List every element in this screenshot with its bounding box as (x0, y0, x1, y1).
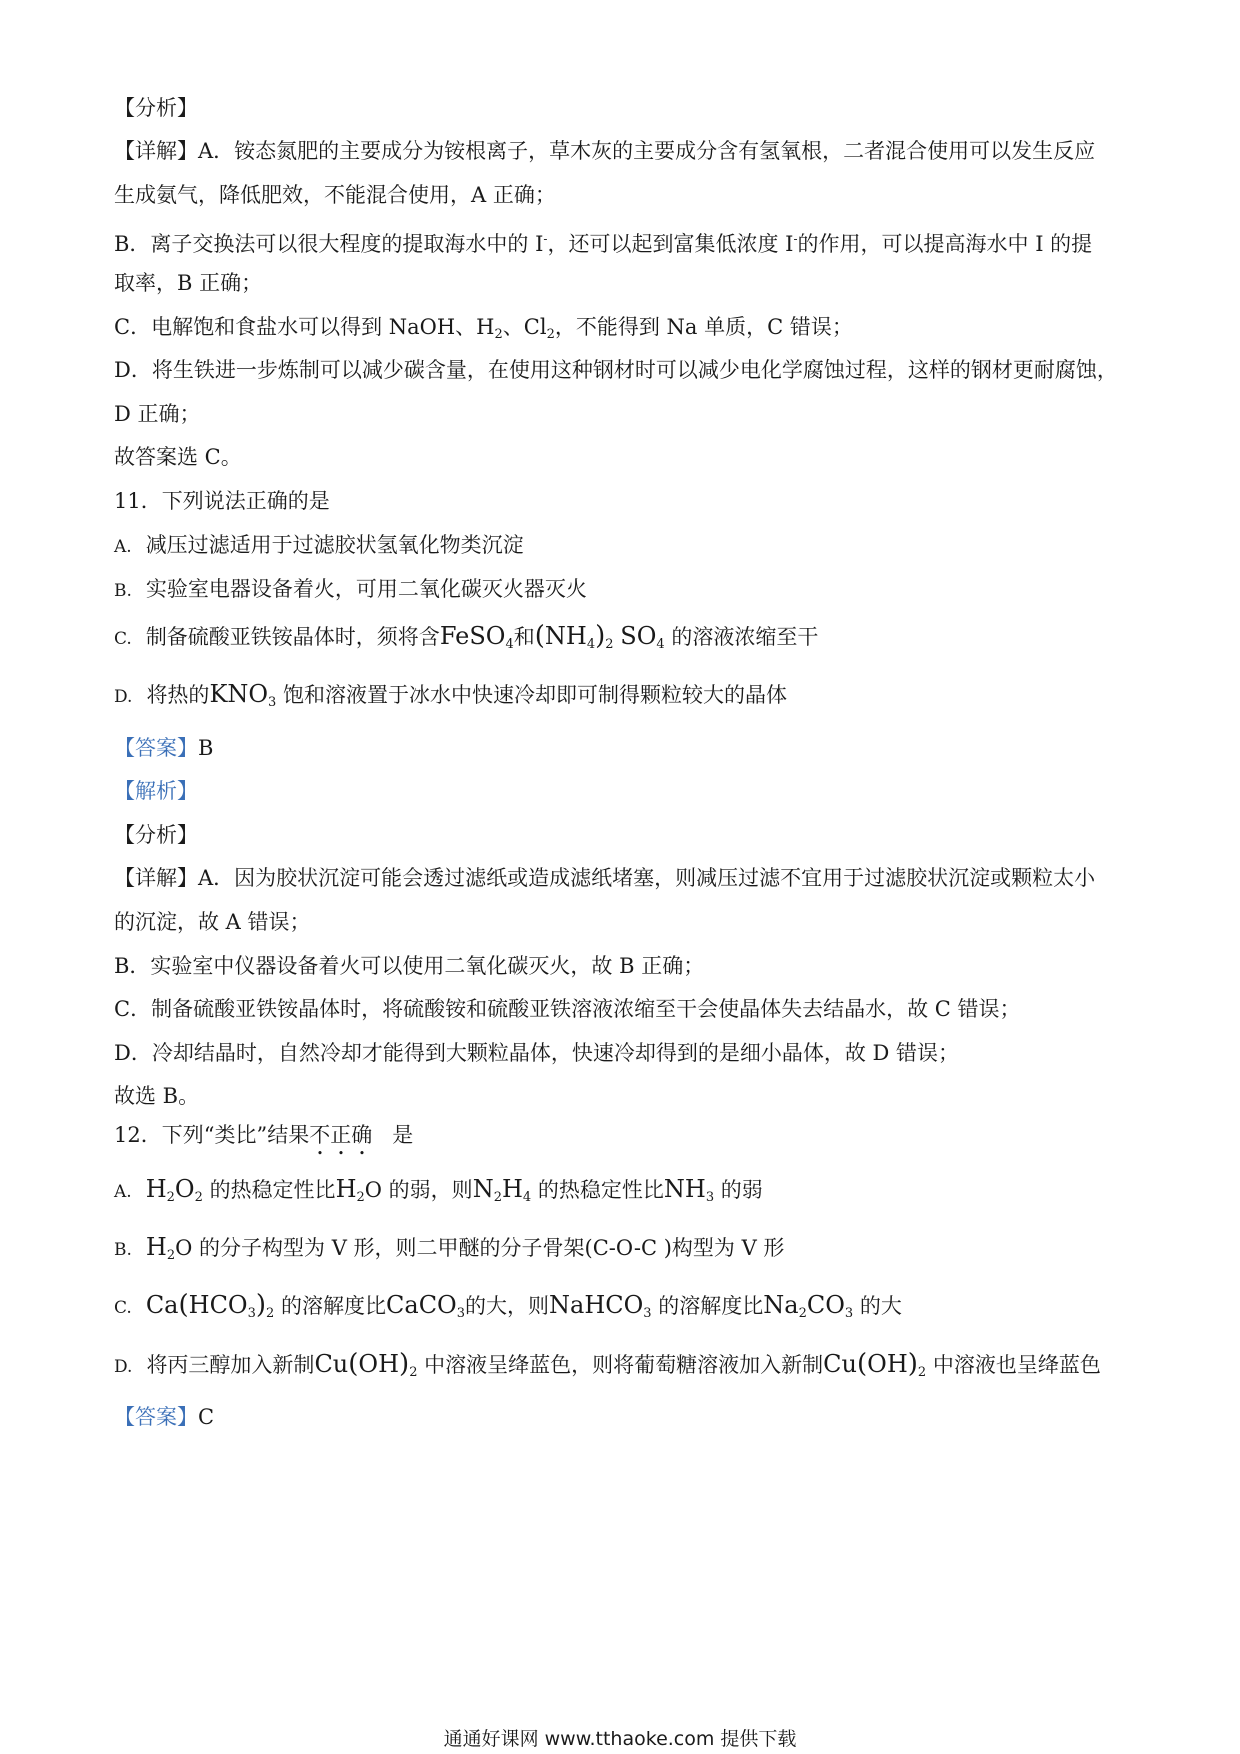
q11-option-d: D. 将热的$KNO_3$ 饱和溶液置于冰水中快速冷却即可制得颗粒较大的晶体 (114, 680, 788, 710)
detail-a-line1: 【详解】A．铵态氮肥的主要成分为铵根离子，草木灰的主要成分含有氢氧根，二者混合使用可以发生反应 (114, 139, 1096, 163)
q11-analysis-heading: 【分析】 (114, 823, 198, 847)
q12-option-d: D. 将丙三醇加入新制$Cu(OH)_2$ 中溶液呈绛蓝色，则将葡萄糖溶液加入新制$Cu(OH)_2$ 中溶液也呈绛蓝色 (114, 1349, 1101, 1380)
detail-b-line1: B．离子交换法可以很大程度的提取海水中的 I-，还可以起到富集低浓度 I-的作用，可以提高海水中 I 的提 (114, 232, 1093, 256)
q12-option-c: C. $Ca(HCO_3)_2$ 的溶解度比CaCO$_3$的大，则NaHCO$_3$ 的溶解度比$Na_2CO_3$ 的大 (114, 1290, 902, 1321)
q12-answer: 【答案】C (114, 1405, 215, 1429)
q11-conclusion: 故选 B。 (114, 1084, 200, 1108)
q11-option-c: C. 制备硫酸亚铁铵晶体时，须将含FeSO$_4$和$(NH_4)_2$ $SO_4$ 的溶液浓缩至干 (114, 621, 819, 652)
q11-option-b: B. 实验室电器设备着火，可用二氧化碳灭火器灭火 (114, 577, 587, 601)
detail-c-line: C．电解饱和食盐水可以得到 NaOH、$H_2$、$Cl_2$，不能得到 Na 单质，C 错误； (114, 315, 853, 342)
q11-explanation-heading: 【解析】 (114, 779, 198, 803)
q11-option-a: A. 减压过滤适用于过滤胶状氢氧化物类沉淀 (114, 533, 524, 557)
detail-a-line2: 生成氨气，降低肥效，不能混合使用，A 正确； (114, 183, 556, 207)
q11-detail-a-line2: 的沉淀，故 A 错误； (114, 910, 311, 934)
detail-d-line2: D 正确； (114, 402, 201, 426)
footer-watermark: 通通好课网 www.tthaoke.com 提供下载 (443, 1728, 797, 1750)
conclusion: 故答案选 C。 (114, 445, 242, 469)
q11-detail-d: D．冷却结晶时，自然冷却才能得到大颗粒晶体，快速冷却得到的是细小晶体，故 D 错误； (114, 1041, 960, 1065)
q11-stem: 11．下列说法正确的是 (114, 489, 330, 513)
q12-option-b: B. $H_2O$ 的分子构型为 V 形，则二甲醚的分子骨架(C-O-C )构型为 V 形 (114, 1233, 785, 1263)
q12-option-a: A. $H_2O_2$ 的热稳定性比$H_2O$ 的弱，则$N_2H_4$ 的热稳定性比$NH_3$ 的弱 (114, 1175, 763, 1205)
detail-d-line1: D．将生铁进一步炼制可以减少碳含量，在使用这种钢材时可以减少电化学腐蚀过程，这样的钢材更耐腐蚀， (114, 358, 1118, 382)
analysis-heading: 【分析】 (114, 96, 198, 120)
q11-detail-c: C．制备硫酸亚铁铵晶体时，将硫酸铵和硫酸亚铁溶液浓缩至干会使晶体失去结晶水，故 C 错误； (114, 997, 1021, 1021)
detail-b-line2: 取率，B 正确； (114, 271, 263, 295)
q12-stem: 12．下列“类比”结果不正确 是 (114, 1123, 414, 1147)
q11-detail-a-line1: 【详解】A．因为胶状沉淀可能会透过滤纸或造成滤纸堵塞，则减压过滤不宜用于过滤胶状沉淀或颗粒太小 (114, 866, 1096, 890)
q11-detail-b: B．实验室中仪器设备着火可以使用二氧化碳灭火，故 B 正确； (114, 954, 705, 978)
q11-answer: 【答案】B (114, 736, 214, 760)
